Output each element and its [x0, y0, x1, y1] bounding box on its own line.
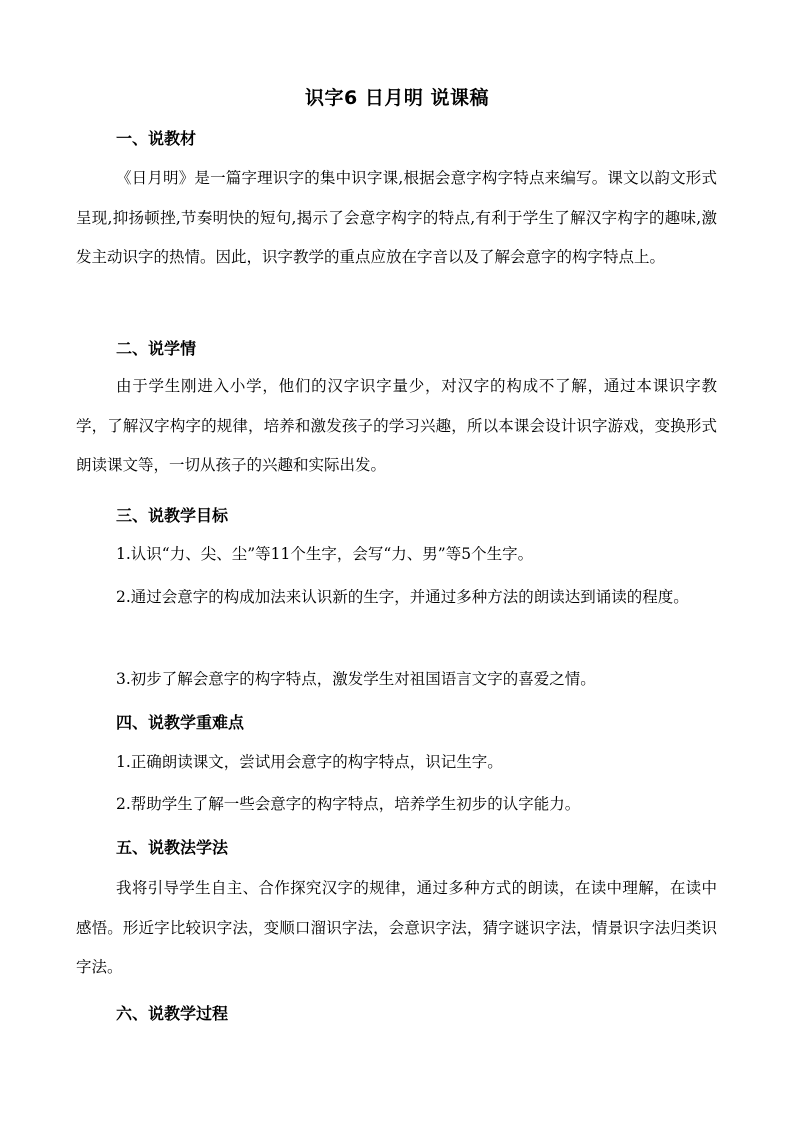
- section-heading-key-points: 四、说教学重难点: [116, 713, 245, 732]
- key-point-item-1: 1.正确朗读课文，尝试用会意字的构字特点，识记生字。: [116, 753, 503, 771]
- goal-item-2: 2.通过会意字的构成加法来认识新的生字，并通过多种方法的朗读达到诵读的程度。: [116, 588, 689, 606]
- goal-item-1: 1.认识“力、尖、尘”等11个生字，会写“力、男”等5个生字。: [116, 545, 534, 563]
- section-paragraph-textbook: 《日月明》是一篇字理识字的集中识字课,根据会意字构字特点来编写。课文以韵文形式呈现,抑扬顿挫,节奏明快的短句,揭示了会意字构字的特点,有利于学生了解汉字构字的趣味,激发主动识字的热情。因此，识字教学的重点应放在字音以及了解会意字的构字特点上。: [76, 169, 717, 266]
- key-point-item-2: 2.帮助学生了解一些会意字的构字特点，培养学生初步的认字能力。: [116, 795, 581, 813]
- section-heading-methods: 五、说教法学法: [116, 838, 229, 857]
- section-heading-goals: 三、说教学目标: [116, 506, 229, 525]
- section-paragraph-learners: 由于学生刚进入小学，他们的汉字识字量少，对汉字的构成不了解，通过本课识字教学，了解汉字构字的规律，培养和激发孩子的学习兴趣，所以本课会设计识字游戏，变换形式朗读课文等，一切从孩子的兴趣和实际出发。: [76, 377, 717, 474]
- section-heading-learners: 二、说学情: [116, 339, 197, 358]
- section-heading-textbook: 一、说教材: [116, 129, 197, 148]
- section-heading-process: 六、说教学过程: [116, 1004, 229, 1023]
- section-paragraph-methods: 我将引导学生自主、合作探究汉字的规律，通过多种方式的朗读，在读中理解，在读中感悟。形近字比较识字法，变顺口溜识字法，会意识字法，猜字谜识字法，情景识字法归类识字法。: [76, 879, 717, 976]
- page-title: 识字6 日月明 说课稿: [305, 87, 489, 109]
- goal-item-3: 3.初步了解会意字的构字特点，激发学生对祖国语言文字的喜爱之情。: [116, 670, 596, 688]
